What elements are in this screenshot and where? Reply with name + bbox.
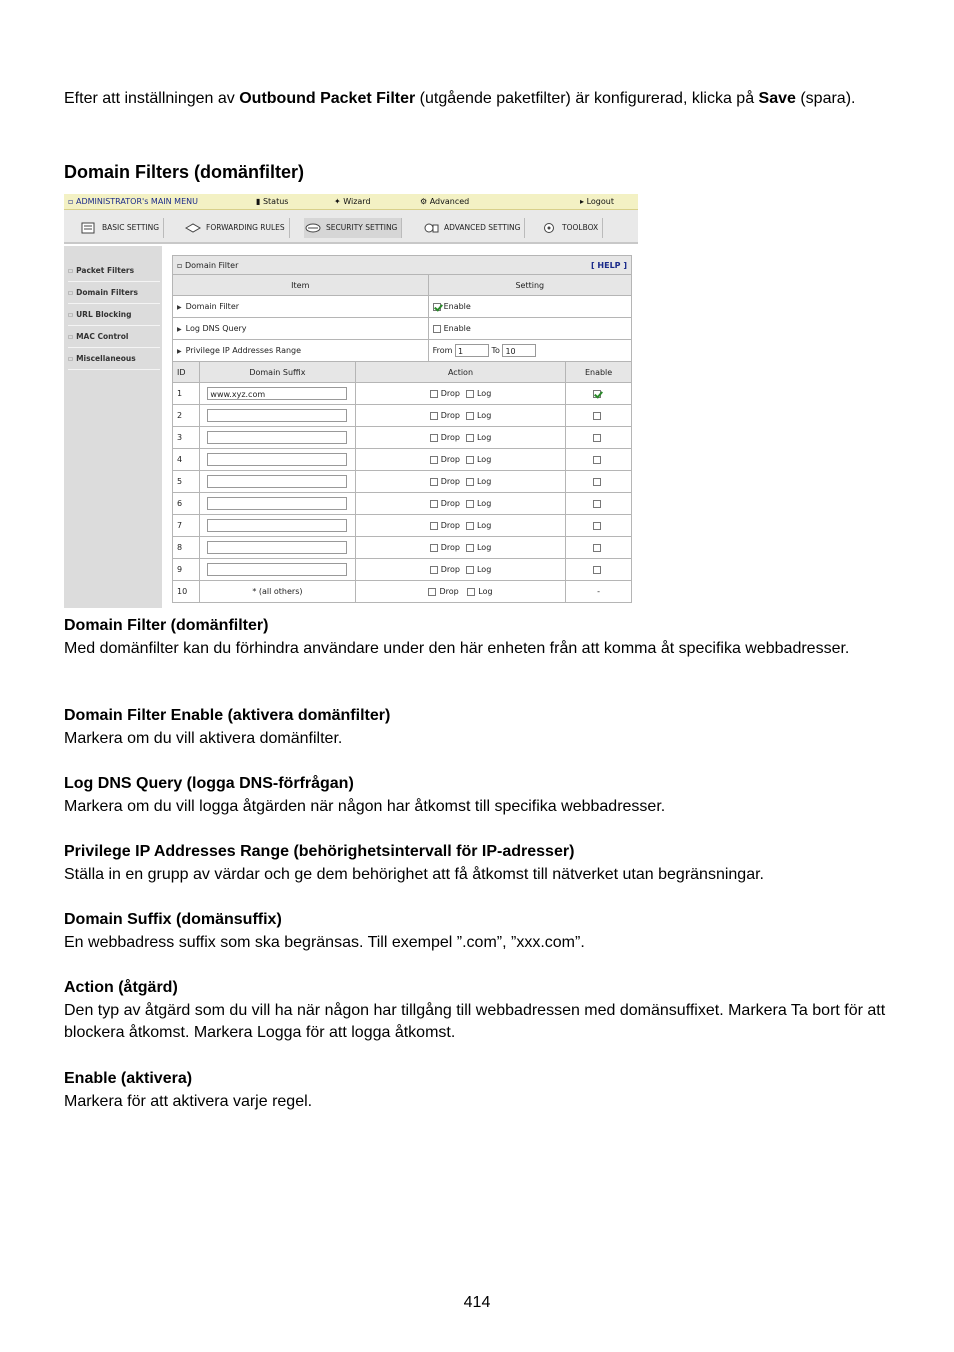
log-dns-setting: [428, 318, 631, 340]
rule-id: 3: [173, 427, 200, 449]
panel-icon: ▫: [177, 260, 183, 270]
from-label: From: [432, 346, 453, 355]
log-dns-label: ▶ Log DNS Query: [173, 318, 429, 340]
forwarding-rules-icon: [184, 222, 202, 234]
domain-suffix-input[interactable]: [207, 563, 347, 576]
intro-text-2: (utgående paketfilter) är konfigurerad, klicka på: [415, 90, 759, 107]
drop-label: Drop: [440, 565, 460, 574]
rule-row: [173, 427, 632, 449]
advanced-icon: ⚙: [420, 197, 428, 206]
rule-row: [173, 493, 632, 515]
rule-suffix-cell: [199, 493, 355, 515]
drop-label: Drop: [440, 543, 460, 552]
sidebar-item-miscellaneous[interactable]: ▫ Miscellaneous: [68, 349, 160, 370]
drop-checkbox[interactable]: [430, 456, 438, 464]
rule-row: [173, 449, 632, 471]
rule-action: [355, 537, 565, 559]
domain-filter-setting: [428, 296, 631, 318]
rule-enable-checkbox[interactable]: [593, 500, 601, 508]
log-checkbox[interactable]: [466, 412, 474, 420]
rule-action: [355, 405, 565, 427]
rule-action: [355, 427, 565, 449]
rule-enable: [566, 449, 632, 471]
domain-suffix-input[interactable]: www.xyz.com: [207, 387, 347, 400]
sidebar-item-packet-filters[interactable]: ▫ Packet Filters: [68, 261, 160, 282]
intro-bold-outbound: Outbound Packet Filter: [239, 90, 416, 107]
rule-suffix-cell: [199, 427, 355, 449]
drop-checkbox[interactable]: [428, 588, 436, 596]
section-domain-filter: [64, 615, 894, 660]
drop-checkbox[interactable]: [430, 412, 438, 420]
privilege-ip-setting: [428, 340, 631, 362]
section-heading: Domain Filters (domänfilter): [64, 162, 305, 182]
tab-forwarding-rules[interactable]: FORWARDING RULES: [184, 218, 290, 238]
section-desc: Ställa in en grupp av värdar och ge dem behörighet att få åtkomst till nätverket utan begränsningar.: [64, 865, 764, 883]
log-checkbox[interactable]: [466, 544, 474, 552]
log-label: Log: [476, 499, 492, 508]
drop-label: Drop: [440, 521, 460, 530]
rule-enable-checkbox[interactable]: [593, 434, 601, 442]
panel-title-row: [173, 256, 632, 275]
log-label: Log: [476, 411, 492, 420]
drop-label: Drop: [440, 411, 460, 420]
log-label: Log: [476, 543, 492, 552]
rule-row: [173, 559, 632, 581]
drop-label: Drop: [440, 389, 460, 398]
section-privilege-ip: [64, 841, 894, 886]
triangle-icon: ▶: [177, 326, 182, 333]
drop-label: Drop: [440, 433, 460, 442]
rule-enable-checkbox[interactable]: [593, 478, 601, 486]
rule-action: [355, 383, 565, 405]
domain-filter-enable-checkbox[interactable]: [433, 303, 441, 311]
rule-id: 8: [173, 537, 200, 559]
col-action-header: Action: [355, 362, 565, 383]
rule-enable: [566, 493, 632, 515]
rule-enable-checkbox[interactable]: [593, 456, 601, 464]
drop-checkbox[interactable]: [430, 544, 438, 552]
advanced-setting-icon: [422, 222, 440, 234]
to-label: To: [491, 346, 500, 355]
domain-suffix-input[interactable]: [207, 541, 347, 554]
rule-enable-checkbox[interactable]: [593, 544, 601, 552]
domain-filter-label: ▶ Domain Filter: [173, 296, 429, 318]
rule-id: 9: [173, 559, 200, 581]
domain-filter-table: [172, 255, 632, 603]
rule-id: 6: [173, 493, 200, 515]
log-label: Log: [476, 565, 492, 574]
enable-label: Enable: [443, 324, 471, 333]
section-title: Domain Suffix (domänsuffix): [64, 911, 282, 928]
to-input[interactable]: 10: [502, 344, 536, 357]
rule-suffix-cell: [199, 537, 355, 559]
rule-id: 2: [173, 405, 200, 427]
rule-row: [173, 471, 632, 493]
rule-row: [173, 537, 632, 559]
tab-advanced-setting[interactable]: ADVANCED SETTING: [422, 218, 525, 238]
rule-action: [355, 559, 565, 581]
rule-suffix-cell: [199, 405, 355, 427]
page-number: 414: [463, 1294, 491, 1311]
domain-suffix-input[interactable]: [207, 497, 347, 510]
log-checkbox[interactable]: [466, 478, 474, 486]
triangle-icon: ▶: [177, 304, 182, 311]
rule-suffix-cell: [199, 559, 355, 581]
section-log-dns: [64, 773, 894, 818]
drop-checkbox[interactable]: [430, 478, 438, 486]
rule-suffix-cell: [199, 471, 355, 493]
section-enable: [64, 1068, 894, 1113]
router-screenshot: [64, 194, 638, 608]
logout-link[interactable]: ▸ Logout: [580, 197, 614, 206]
rule-enable: [566, 383, 632, 405]
log-checkbox[interactable]: [467, 588, 475, 596]
drop-checkbox[interactable]: [430, 390, 438, 398]
sidebar-item-mac-control[interactable]: ▫ MAC Control: [68, 327, 160, 348]
col-item-header: Item: [173, 275, 429, 296]
rule-enable: [566, 559, 632, 581]
section-title: Log DNS Query (logga DNS-förfrågan): [64, 775, 354, 792]
rule-enable-checkbox[interactable]: [593, 522, 601, 530]
rule-row: [173, 515, 632, 537]
toolbox-icon: [540, 222, 558, 234]
log-checkbox[interactable]: [466, 434, 474, 442]
section-desc: Med domänfilter kan du förhindra användare under den här enheten från att komma åt specifika webbadresser.: [64, 639, 850, 657]
rule-enable-dash: -: [566, 581, 632, 603]
rule-action: [355, 449, 565, 471]
rule-enable-checkbox[interactable]: [593, 390, 601, 398]
section-action: [64, 977, 894, 1045]
sidebar-item-url-blocking[interactable]: ▫ URL Blocking: [68, 305, 160, 326]
rule-suffix-cell: [199, 449, 355, 471]
rule-action: Drop Log: [355, 581, 565, 603]
intro-text-1: Efter att inställningen av: [64, 90, 240, 107]
section-desc: Markera om du vill logga åtgärden när någon har åtkomst till specifika webbadresser.: [64, 797, 666, 815]
panel-title: Domain Filter: [184, 260, 239, 270]
col-setting-header: Setting: [428, 275, 631, 296]
intro-text-3: (spara).: [795, 90, 856, 107]
enable-label: Enable: [443, 302, 471, 311]
tab-security-setting[interactable]: SECURITY SETTING: [304, 218, 402, 238]
from-input[interactable]: 1: [455, 344, 489, 357]
drop-checkbox[interactable]: [430, 566, 438, 574]
col-suffix-header: Domain Suffix: [199, 362, 355, 383]
log-checkbox[interactable]: [466, 456, 474, 464]
rule-row: [173, 383, 632, 405]
rule-id: 5: [173, 471, 200, 493]
sidebar-item-domain-filters[interactable]: ▫ Domain Filters: [68, 283, 160, 304]
log-label: Log: [476, 455, 492, 464]
section-domain-suffix: [64, 909, 894, 954]
wizard-link[interactable]: ✦ Wizard: [334, 197, 371, 206]
drop-label: Drop: [440, 455, 460, 464]
rule-suffix-cell: [199, 515, 355, 537]
privilege-ip-label: ▶ Privilege IP Addresses Range: [173, 340, 429, 362]
section-desc: En webbadress suffix som ska begränsas. Till exempel ”.com”, ”xxx.com”.: [64, 933, 585, 951]
section-title: Action (åtgärd): [64, 979, 178, 996]
section-title: Domain Filter (domänfilter): [64, 617, 269, 634]
tab-basic-setting[interactable]: BASIC SETTING: [80, 218, 164, 238]
main-menu-bar: [64, 210, 638, 244]
rule-id: 4: [173, 449, 200, 471]
domain-suffix-input[interactable]: [207, 475, 347, 488]
drop-checkbox[interactable]: [430, 522, 438, 530]
rule-action: [355, 493, 565, 515]
basic-setting-icon: [80, 222, 98, 234]
status-link[interactable]: ▮ Status: [256, 197, 289, 206]
rule-id: 10: [173, 581, 200, 603]
log-label: Log: [476, 521, 492, 530]
sidebar: [64, 246, 162, 608]
domain-suffix-input[interactable]: [207, 453, 347, 466]
rule-enable: [566, 515, 632, 537]
section-desc: Markera om du vill aktivera domänfilter.: [64, 729, 343, 747]
rule-action: [355, 515, 565, 537]
top-bar: [64, 194, 638, 210]
security-setting-icon: [304, 222, 322, 234]
status-icon: ▮: [256, 197, 261, 206]
drop-checkbox[interactable]: [430, 500, 438, 508]
domain-suffix-input[interactable]: [207, 409, 347, 422]
triangle-icon: ▶: [177, 348, 182, 355]
intro-paragraph: [64, 87, 894, 110]
rule-action: [355, 471, 565, 493]
rule-enable: [566, 537, 632, 559]
log-label: Log: [476, 433, 492, 442]
tab-toolbox[interactable]: TOOLBOX: [540, 218, 603, 238]
admin-menu-link[interactable]: ▫ ADMINISTRATOR's MAIN MENU: [68, 197, 198, 206]
help-link[interactable]: [ HELP ]: [590, 260, 627, 270]
drop-label: Drop: [440, 477, 460, 486]
log-dns-enable-checkbox[interactable]: [433, 325, 441, 333]
rule-suffix-cell: [199, 383, 355, 405]
log-checkbox[interactable]: [466, 500, 474, 508]
section-title: Privilege IP Addresses Range (behörighetsintervall för IP-adresser): [64, 843, 575, 860]
section-title: Enable (aktivera): [64, 1070, 193, 1087]
log-checkbox[interactable]: [466, 522, 474, 530]
section-desc: Markera för att aktivera varje regel.: [64, 1092, 313, 1110]
wizard-icon: ✦: [334, 197, 341, 206]
logout-arrow-icon: ▸: [580, 197, 585, 206]
section-desc: Den typ av åtgärd som du vill ha när någon har tillgång till webbadressen med domänsuffixet. Markera Ta bort för att blockera åtkomst. Markera Logga för att logga åtkomst.: [64, 1001, 886, 1041]
log-checkbox[interactable]: [466, 566, 474, 574]
log-checkbox[interactable]: [466, 390, 474, 398]
rule-id: 1: [173, 383, 200, 405]
log-label: Log: [476, 389, 492, 398]
rule-id: 7: [173, 515, 200, 537]
section-title: Domain Filter Enable (aktivera domänfilter): [64, 707, 391, 724]
section-domain-filter-enable: [64, 705, 894, 750]
col-enable-header: Enable: [566, 362, 632, 383]
rule-enable-checkbox[interactable]: [593, 566, 601, 574]
rule-enable-checkbox[interactable]: [593, 412, 601, 420]
rule-enable: [566, 471, 632, 493]
drop-label: Drop: [440, 499, 460, 508]
rule-row: [173, 405, 632, 427]
intro-bold-save: Save: [758, 90, 796, 107]
col-id-header: ID: [173, 362, 200, 383]
rule-suffix-all-others: * (all others): [199, 581, 355, 603]
domain-suffix-input[interactable]: [207, 431, 347, 444]
rule-enable: [566, 427, 632, 449]
advanced-link[interactable]: ⚙ Advanced: [420, 197, 470, 206]
domain-suffix-input[interactable]: [207, 519, 347, 532]
drop-checkbox[interactable]: [430, 434, 438, 442]
log-label: Log: [476, 477, 492, 486]
rule-enable: [566, 405, 632, 427]
